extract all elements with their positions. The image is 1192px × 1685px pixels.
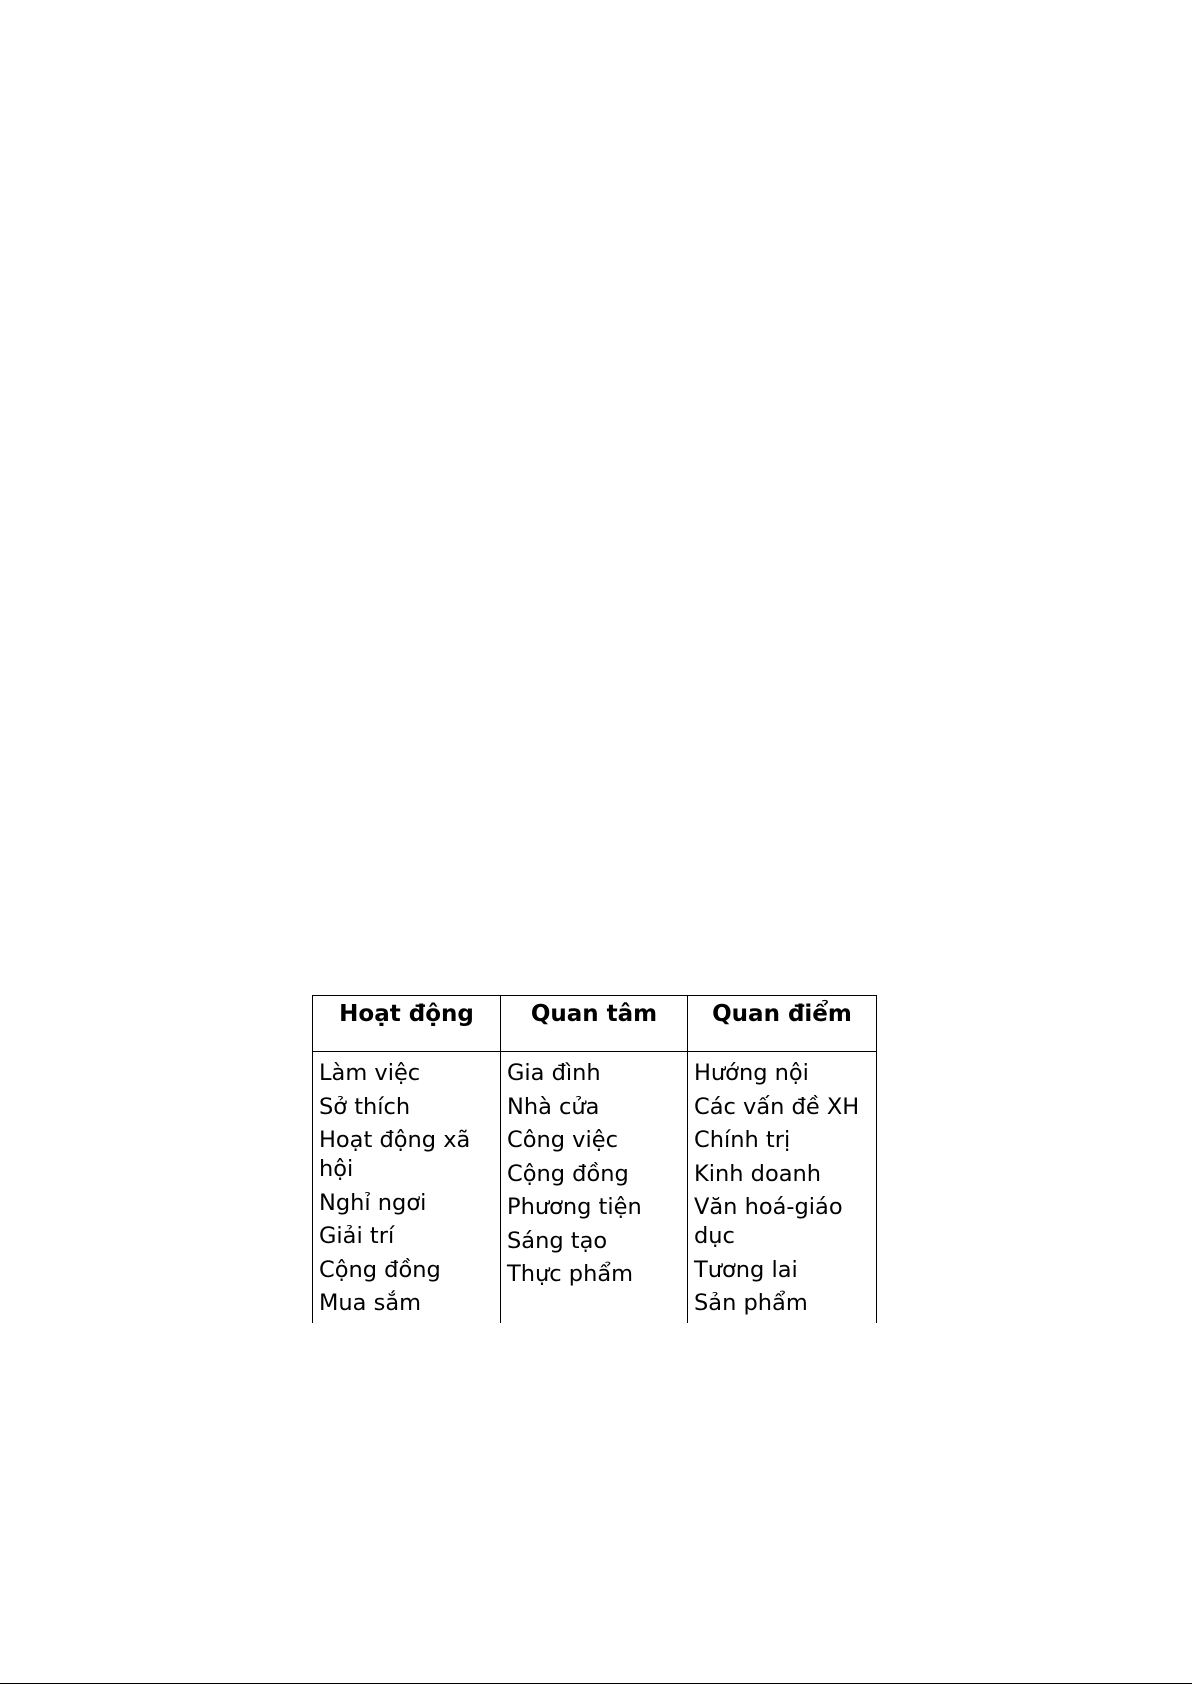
column-quan-diem <box>688 1052 877 1323</box>
column-hoat-dong <box>313 1052 501 1323</box>
list-item: Nghỉ ngơi <box>319 1189 427 1216</box>
list-item: Công việc <box>507 1127 618 1153</box>
list-item: Hướng nội <box>694 1060 809 1086</box>
list-item: Hoạt động xã hội <box>319 1127 471 1182</box>
list-item: Nhà cửa <box>507 1093 600 1120</box>
list-item: Văn hoá-giáo dục <box>694 1194 843 1249</box>
list-item: Cộng đồng <box>507 1160 629 1187</box>
header-hoat-dong: Hoạt động <box>313 996 501 1052</box>
page-bottom-rule <box>0 1683 1192 1684</box>
table-row <box>313 1052 877 1323</box>
list-item: Gia đình <box>507 1060 601 1086</box>
list-item: Chính trị <box>694 1127 791 1153</box>
list-item: Cộng đồng <box>319 1256 441 1283</box>
column-quan-tam <box>501 1052 688 1323</box>
header-quan-diem: Quan điểm <box>688 996 877 1052</box>
list-item: Mua sắm <box>319 1290 422 1316</box>
list-item: Sở thích <box>319 1093 411 1120</box>
list-item: Sáng tạo <box>507 1227 608 1254</box>
list-item: Làm việc <box>319 1060 421 1086</box>
list-item: Thực phẩm <box>507 1261 634 1287</box>
list-item: Tương lai <box>694 1256 798 1283</box>
header-quan-tam: Quan tâm <box>501 996 688 1052</box>
aio-table <box>312 995 877 1323</box>
list-item: Giải trí <box>319 1223 395 1249</box>
table-header-row <box>313 996 877 1052</box>
list-item: Phương tiện <box>507 1194 642 1220</box>
list-item: Kinh doanh <box>694 1160 822 1187</box>
list-item: Các vấn đề XH <box>694 1093 860 1120</box>
list-item: Sản phẩm <box>694 1290 808 1316</box>
